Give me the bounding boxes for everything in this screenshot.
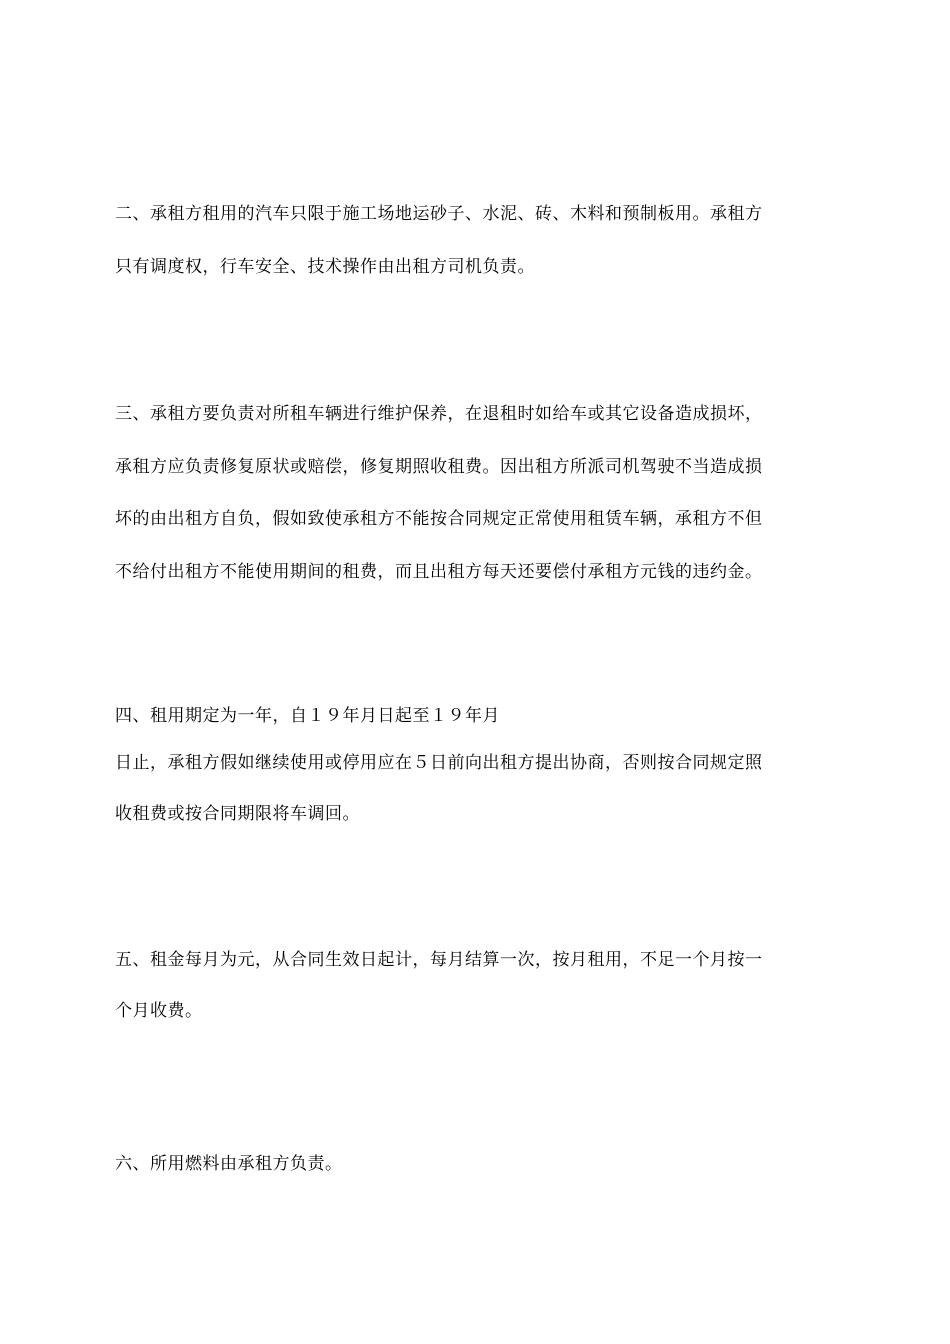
clause-four-line-3: 收租费或按合同期限将车调回。 [115,804,360,824]
clause-five-line-2: 个月收费。 [115,1001,203,1021]
clause-four-line-1: 四、租用期定为一年，自１９年月日起至１９年月 [115,706,500,726]
clause-four-line-2: 日止，承租方假如继续使用或停用应在５日前向出租方提出协商，否则按合同规定照 [115,753,763,773]
clause-three-line-3: 坏的由出租方自负，假如致使承租方不能按合同规定正常使用租赁车辆，承租方不但 [115,509,763,529]
clause-six-line-1: 六、所用燃料由承租方负责。 [115,1154,343,1174]
clause-three-line-2: 承租方应负责修复原状或赔偿，修复期照收租费。因出租方所派司机驾驶不当造成损 [115,457,763,477]
clause-two-line-2: 只有调度权，行车安全、技术操作由出租方司机负责。 [115,257,535,277]
clause-two-line-1: 二、承租方租用的汽车只限于施工场地运砂子、水泥、砖、木料和预制板用。承租方 [115,204,763,224]
clause-three-line-4: 不给付出租方不能使用期间的租费，而且出租方每天还要偿付承租方元钱的违约金。 [115,562,763,582]
clause-five-line-1: 五、租金每月为元，从合同生效日起计，每月结算一次，按月租用，不足一个月按一 [115,950,763,970]
clause-three-line-1: 三、承租方要负责对所租车辆进行维护保养，在退租时如给车或其它设备造成损坏， [115,404,763,424]
